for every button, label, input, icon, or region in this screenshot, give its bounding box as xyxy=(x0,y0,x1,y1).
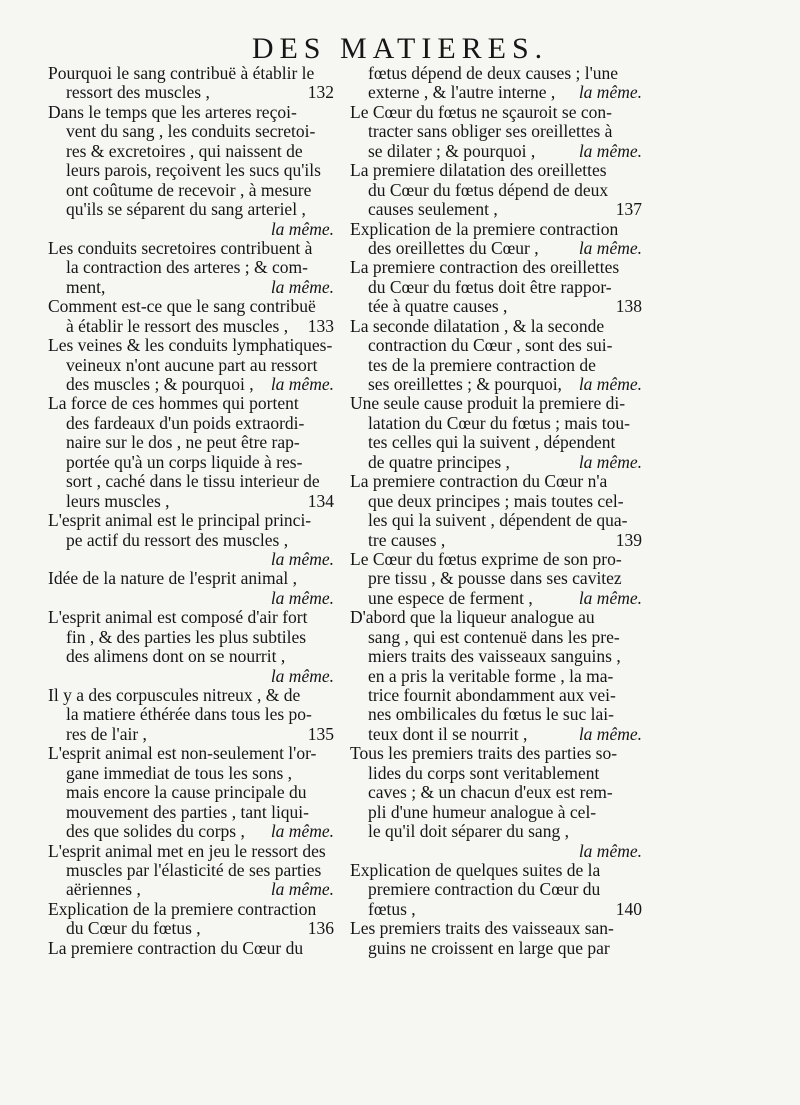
index-line xyxy=(350,900,642,919)
index-line xyxy=(48,764,334,783)
index-line xyxy=(48,278,334,297)
index-line xyxy=(48,628,334,647)
page-reference: la même. xyxy=(578,588,642,608)
index-line xyxy=(350,939,642,958)
index-line xyxy=(350,375,642,394)
index-line xyxy=(48,142,334,161)
index-line xyxy=(48,822,334,841)
index-line xyxy=(48,531,334,550)
entry-text: nes ombilicales du fœtus le suc lai- xyxy=(368,705,614,725)
index-line xyxy=(350,103,642,122)
index-line xyxy=(48,686,334,705)
page-reference: la même. xyxy=(270,588,334,608)
entry-text: une espece de ferment , xyxy=(368,588,533,608)
index-line xyxy=(350,239,642,258)
entry-text: contraction du Cœur , sont des sui- xyxy=(368,336,613,356)
entry-text: à établir le ressort des muscles , xyxy=(66,316,289,336)
entry-text: les qui la suivent , dépendent de qua- xyxy=(368,511,628,531)
index-line xyxy=(48,161,334,180)
index-line xyxy=(350,531,642,550)
index-line xyxy=(350,880,642,899)
entry-text: des alimens dont on se nourrit , xyxy=(66,647,286,667)
entry-text: des que solides du corps , xyxy=(66,822,245,842)
index-line xyxy=(48,511,334,530)
index-line xyxy=(48,880,334,899)
entry-text: tée à quatre causes , xyxy=(368,297,508,317)
entry-text: pli d'une humeur analogue à cel- xyxy=(368,802,597,822)
entry-text: sang , qui est contenuë dans les pre- xyxy=(368,627,620,647)
page-reference: la même. xyxy=(270,822,334,842)
index-column-right xyxy=(350,64,642,958)
entry-text: miers traits des vaisseaux sanguins , xyxy=(368,647,621,667)
index-line xyxy=(48,414,334,433)
entry-text: lides du corps sont veritablement xyxy=(368,763,600,783)
page-reference: la même. xyxy=(270,277,334,297)
entry-text: leurs parois, reçoivent les sucs qu'ils xyxy=(66,161,321,181)
entry-text: du Cœur du fœtus , xyxy=(66,919,201,939)
entry-text: qu'ils se séparent du sang arteriel , xyxy=(66,200,306,220)
index-line xyxy=(350,453,642,472)
page-reference: la même. xyxy=(578,141,642,161)
index-line xyxy=(48,492,334,511)
entry-text: fœtus , xyxy=(368,899,416,919)
page-title: DES MATIERES. xyxy=(251,32,549,65)
entry-text: D'abord que la liqueur analogue au xyxy=(350,608,595,628)
page-reference: 132 xyxy=(307,83,334,103)
entry-text: La premiere contraction du Cœur du xyxy=(48,938,304,958)
index-column-left xyxy=(48,64,334,958)
entry-text: La seconde dilatation , & la seconde xyxy=(350,316,605,336)
entry-text: du Cœur du fœtus doit être rappor- xyxy=(368,277,612,297)
index-line xyxy=(350,200,642,219)
index-line xyxy=(48,842,334,861)
index-line xyxy=(48,803,334,822)
entry-text: mais encore la cause principale du xyxy=(66,783,307,803)
index-line xyxy=(48,783,334,802)
index-line xyxy=(350,297,642,316)
index-line xyxy=(48,83,334,102)
entry-text: Les conduits secretoires contribuent à xyxy=(48,238,313,258)
index-line xyxy=(48,375,334,394)
entry-text: caves ; & un chacun d'eux est rem- xyxy=(368,783,613,803)
entry-text: Comment est-ce que le sang contribuë xyxy=(48,297,316,317)
index-line xyxy=(48,647,334,666)
page-reference: 140 xyxy=(615,899,642,919)
entry-text: en a pris la veritable forme , la ma- xyxy=(368,666,614,686)
index-line xyxy=(48,608,334,627)
index-line xyxy=(48,336,334,355)
page-reference: la même. xyxy=(270,375,334,394)
entry-text: Le Cœur du fœtus ne sçauroit se con- xyxy=(350,102,612,122)
index-line xyxy=(350,822,642,841)
entry-text: veineux n'ont aucune part au ressort xyxy=(66,355,318,375)
entry-text: sort , caché dans le tissu interieur de xyxy=(66,472,320,492)
index-line xyxy=(350,122,642,141)
index-line xyxy=(350,161,642,180)
entry-text: L'esprit animal est non-seulement l'or- xyxy=(48,744,317,764)
entry-text: vent du sang , les conduits secretoi- xyxy=(66,122,316,142)
index-line xyxy=(350,628,642,647)
index-line xyxy=(48,394,334,413)
entry-text: Dans le temps que les arteres reçoi- xyxy=(48,102,297,122)
index-line xyxy=(350,550,642,569)
entry-text: se dilater ; & pourquoi , xyxy=(368,141,536,161)
entry-text: L'esprit animal est composé d'air fort xyxy=(48,608,308,628)
entry-text: Pourquoi le sang contribuë à établir le xyxy=(48,64,315,83)
index-line xyxy=(350,472,642,491)
entry-text: trice fournit abondamment aux vei- xyxy=(368,686,616,705)
index-line xyxy=(350,919,642,938)
entry-text: Les premiers traits des vaisseaux san- xyxy=(350,919,614,939)
page-reference: 138 xyxy=(615,297,642,317)
page-reference: la même. xyxy=(578,375,642,394)
index-line xyxy=(350,414,642,433)
entry-text: du Cœur du fœtus dépend de deux xyxy=(368,180,609,200)
entry-text: aëriennes , xyxy=(66,880,141,900)
page-reference: 136 xyxy=(307,919,334,939)
index-line xyxy=(350,647,642,666)
index-line xyxy=(48,297,334,316)
index-line xyxy=(350,589,642,608)
entry-text: premiere contraction du Cœur du xyxy=(368,880,601,900)
entry-text: fin , & des parties les plus subtiles xyxy=(66,627,307,647)
entry-text: Il y a des corpuscules nitreux , & de xyxy=(48,686,301,705)
index-line xyxy=(350,569,642,588)
entry-text: fœtus dépend de deux causes ; l'une xyxy=(368,64,619,83)
entry-text: La premiere contraction du Cœur n'a xyxy=(350,472,608,492)
entry-text: mouvement des parties , tant liqui- xyxy=(66,802,310,822)
index-line xyxy=(350,278,642,297)
index-line xyxy=(48,919,334,938)
index-line xyxy=(350,783,642,802)
entry-text: ressort des muscles , xyxy=(66,83,210,103)
entry-text: portée qu'à un corps liquide à res- xyxy=(66,452,303,472)
entry-text: que deux principes ; mais toutes cel- xyxy=(368,491,624,511)
index-line xyxy=(350,258,642,277)
entry-text: Explication de la premiere contraction xyxy=(48,899,317,919)
index-line xyxy=(48,356,334,375)
entry-text: leurs muscles , xyxy=(66,491,170,511)
entry-text: La premiere contraction des oreillettes xyxy=(350,258,620,278)
index-line xyxy=(350,803,642,822)
index-line xyxy=(350,336,642,355)
index-line xyxy=(350,356,642,375)
entry-text: pe actif du ressort des muscles , xyxy=(66,530,289,550)
page-reference: la même. xyxy=(578,452,642,472)
entry-text: ont coûtume de recevoir , à mesure xyxy=(66,180,312,200)
index-line xyxy=(350,686,642,705)
entry-text: la contraction des arteres ; & com- xyxy=(66,258,308,278)
index-line xyxy=(48,705,334,724)
index-line xyxy=(350,667,642,686)
entry-text: res & excretoires , qui naissent de xyxy=(66,141,303,161)
index-line xyxy=(350,83,642,102)
index-line xyxy=(350,142,642,161)
index-line xyxy=(350,181,642,200)
entry-text: tes celles qui la suivent , dépendent xyxy=(368,433,616,453)
entry-text: La premiere dilatation des oreillettes xyxy=(350,161,607,181)
index-line xyxy=(48,569,334,588)
index-line xyxy=(350,861,642,880)
index-line xyxy=(48,220,334,239)
index-line xyxy=(350,492,642,511)
index-line xyxy=(48,122,334,141)
entry-text: externe , & l'autre interne , xyxy=(368,83,556,103)
page-reference: la même. xyxy=(578,238,642,258)
entry-text: tes de la premiere contraction de xyxy=(368,355,596,375)
index-line xyxy=(350,764,642,783)
index-line xyxy=(350,433,642,452)
index-line xyxy=(48,744,334,763)
page-reference: la même. xyxy=(578,724,642,744)
index-line xyxy=(48,317,334,336)
index-line xyxy=(48,550,334,569)
entry-text: causes seulement , xyxy=(368,200,498,220)
index-line xyxy=(350,842,642,861)
index-line xyxy=(48,861,334,880)
page-reference: la même. xyxy=(270,880,334,900)
index-line xyxy=(48,900,334,919)
entry-text: ses oreillettes ; & pourquoi, xyxy=(368,375,562,394)
entry-text: La force de ces hommes qui portent xyxy=(48,394,299,414)
index-line xyxy=(350,744,642,763)
index-line xyxy=(350,511,642,530)
entry-text: L'esprit animal met en jeu le ressort des xyxy=(48,841,326,861)
page-reference: 139 xyxy=(615,530,642,550)
entry-text: Une seule cause produit la premiere di- xyxy=(350,394,626,414)
index-line xyxy=(48,64,334,83)
index-line xyxy=(48,939,334,958)
page-reference: la même. xyxy=(578,841,642,861)
entry-text: des oreillettes du Cœur , xyxy=(368,238,539,258)
entry-text: pre tissu , & pousse dans ses cavitez xyxy=(368,569,622,589)
entry-text: Explication de la premiere contraction xyxy=(350,219,619,239)
page-reference: 135 xyxy=(307,724,334,744)
entry-text: gane immediat de tous les sons , xyxy=(66,763,293,783)
entry-text: L'esprit animal est le principal princi- xyxy=(48,511,312,531)
index-line xyxy=(48,667,334,686)
index-line xyxy=(48,472,334,491)
entry-text: res de l'air , xyxy=(66,724,147,744)
entry-text: Tous les premiers traits des parties so- xyxy=(350,744,618,764)
entry-text: tre causes , xyxy=(368,530,446,550)
page-reference: la même. xyxy=(578,83,642,103)
index-line xyxy=(48,258,334,277)
index-line xyxy=(350,705,642,724)
page-reference: la même. xyxy=(270,549,334,569)
index-line xyxy=(48,103,334,122)
index-line xyxy=(48,589,334,608)
entry-text: Le Cœur du fœtus exprime de son pro- xyxy=(350,549,622,569)
entry-text: Explication de quelques suites de la xyxy=(350,860,601,880)
entry-text: naire sur le dos , ne peut être rap- xyxy=(66,433,300,453)
page-reference: 137 xyxy=(615,200,642,220)
index-line xyxy=(350,394,642,413)
entry-text: teux dont il se nourrit , xyxy=(368,724,528,744)
page-reference: 134 xyxy=(307,491,334,511)
entry-text: la matiere éthérée dans tous les po- xyxy=(66,705,312,725)
index-line xyxy=(48,725,334,744)
index-line xyxy=(48,433,334,452)
index-line xyxy=(48,453,334,472)
entry-text: le qu'il doit séparer du sang , xyxy=(368,822,569,842)
index-line xyxy=(350,608,642,627)
index-line xyxy=(350,725,642,744)
entry-text: Idée de la nature de l'esprit animal , xyxy=(48,569,298,589)
entry-text: des muscles ; & pourquoi , xyxy=(66,375,254,394)
entry-text: Les veines & les conduits lymphatiques- xyxy=(48,336,333,356)
index-line xyxy=(350,64,642,83)
entry-text: latation du Cœur du fœtus ; mais tou- xyxy=(368,413,630,433)
entry-text: de quatre principes , xyxy=(368,452,510,472)
index-line xyxy=(48,239,334,258)
index-line xyxy=(350,220,642,239)
page-reference: la même. xyxy=(270,219,334,239)
entry-text: muscles par l'élasticité de ses parties xyxy=(66,860,322,880)
entry-text: tracter sans obliger ses oreillettes à xyxy=(368,122,613,142)
page-reference: 133 xyxy=(307,316,334,336)
entry-text: ment, xyxy=(66,277,106,297)
index-line xyxy=(48,181,334,200)
page-reference: la même. xyxy=(270,666,334,686)
entry-text: guins ne croissent en large que par xyxy=(368,938,610,958)
entry-text: des fardeaux d'un poids extraordi- xyxy=(66,413,305,433)
index-line xyxy=(48,200,334,219)
index-line xyxy=(350,317,642,336)
